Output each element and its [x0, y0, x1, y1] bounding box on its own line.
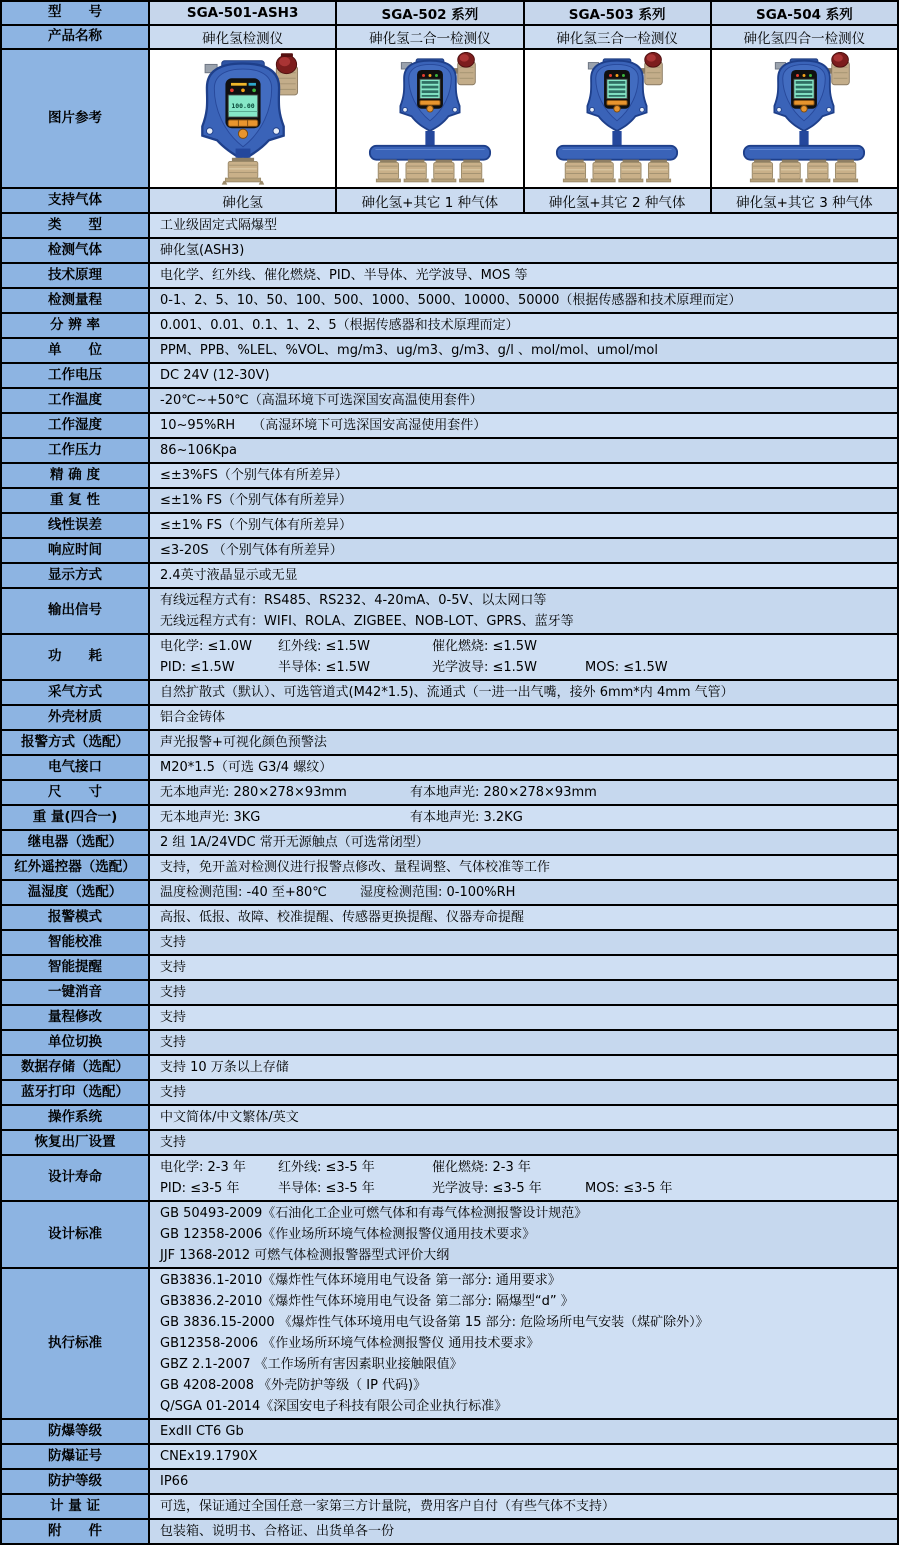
spec-row-value — [150, 756, 897, 779]
spec-row — [2, 1200, 897, 1267]
spec-row — [2, 754, 897, 779]
product-name: 砷化氢四合一检测仪 — [710, 26, 897, 48]
spec-row-value — [150, 489, 897, 512]
model-name: SGA-501-ASH3 — [150, 2, 335, 24]
spec-row-value — [150, 239, 897, 262]
spec-text: 无本地声光: 280×278×93mm — [160, 785, 347, 800]
spec-text: GB3836.1-2010《爆炸性气体环境用电气设备 第一部分: 通用要求》 — [160, 1273, 561, 1288]
spec-row-label: 精 确 度 — [2, 464, 150, 487]
spec-row — [2, 262, 897, 287]
spec-text: 中文简体/中文繁体/英文 — [160, 1110, 299, 1125]
spec-row-value — [150, 931, 897, 954]
spec-text: GBZ 2.1-2007 《工作场所有害因素职业接触限值》 — [160, 1357, 463, 1372]
spec-row — [2, 462, 897, 487]
spec-row — [2, 1493, 897, 1518]
spec-text: 电化学: ≤1.0W — [160, 639, 252, 654]
spec-text: 无本地声光: 3KG — [160, 810, 261, 825]
spec-row — [2, 1129, 897, 1154]
supported-gas: 砷化氢+其它 3 种气体 — [710, 189, 897, 212]
spec-row — [2, 362, 897, 387]
spec-text: 电化学: 2-3 年 — [160, 1160, 246, 1175]
supported-gas: 砷化氢 — [150, 189, 335, 212]
spec-row — [2, 562, 897, 587]
spec-text: DC 24V (12-30V) — [160, 368, 270, 383]
spec-row-value — [150, 539, 897, 562]
supported-gas: 砷化氢+其它 2 种气体 — [523, 189, 710, 212]
spec-row-label: 外壳材质 — [2, 706, 150, 729]
product-image-multi-cell — [523, 50, 710, 187]
spec-text: 支持 — [160, 1135, 187, 1150]
spec-row — [2, 779, 897, 804]
model-name: SGA-503 系列 — [523, 2, 710, 24]
spec-text: 有线远程方式有：RS485、RS232、4-20mA、0-5V、以太网口等 — [160, 593, 547, 608]
spec-row-label: 电气接口 — [2, 756, 150, 779]
supported-gas: 砷化氢+其它 1 种气体 — [335, 189, 522, 212]
spec-row — [2, 387, 897, 412]
spec-text: 催化燃烧: ≤1.5W — [432, 639, 537, 654]
model-name: SGA-502 系列 — [335, 2, 522, 24]
spec-text: CNEx19.1790X — [160, 1449, 258, 1464]
product-name: 砷化氢三合一检测仪 — [523, 26, 710, 48]
spec-row-value — [150, 1056, 897, 1079]
spec-row-label: 报警方式（选配） — [2, 731, 150, 754]
spec-row-label: 温湿度（选配） — [2, 881, 150, 904]
spec-row — [2, 1154, 897, 1200]
spec-text: MOS: ≤3-5 年 — [585, 1181, 673, 1196]
spec-text: MOS: ≤1.5W — [585, 660, 668, 675]
spec-row-value — [150, 1420, 897, 1443]
product-name: 砷化氢检测仪 — [150, 26, 335, 48]
spec-row-label: 功 耗 — [2, 635, 150, 679]
spec-row — [2, 537, 897, 562]
spec-row-value — [150, 731, 897, 754]
spec-row — [2, 879, 897, 904]
spec-row-value — [150, 1520, 897, 1543]
spec-text: PID: ≤3-5 年 — [160, 1181, 240, 1196]
spec-text: 湿度检测范围: 0-100%RH — [360, 885, 516, 900]
spec-row-label: 计 量 证 — [2, 1495, 150, 1518]
spec-row-value — [150, 856, 897, 879]
spec-row-value — [150, 514, 897, 537]
spec-row-label: 智能提醒 — [2, 956, 150, 979]
spec-row — [2, 679, 897, 704]
spec-text: 红外线: ≤3-5 年 — [278, 1160, 375, 1175]
spec-text: PID: ≤1.5W — [160, 660, 235, 675]
spec-row-label: 单位切换 — [2, 1031, 150, 1054]
spec-text: 光学波导: ≤3-5 年 — [432, 1181, 542, 1196]
spec-row-value — [150, 981, 897, 1004]
spec-row — [2, 854, 897, 879]
spec-row-label: 附 件 — [2, 1520, 150, 1543]
spec-row — [2, 437, 897, 462]
spec-row-value — [150, 214, 897, 237]
spec-text: M20*1.5（可选 G3/4 螺纹） — [160, 760, 333, 775]
spec-text: GB 4208-2008 《外壳防护等级（ IP 代码)》 — [160, 1378, 427, 1393]
spec-row-label: 防爆证号 — [2, 1445, 150, 1468]
spec-row — [2, 1443, 897, 1468]
spec-row-value — [150, 635, 897, 679]
spec-row-label: 工作湿度 — [2, 414, 150, 437]
spec-row-value — [150, 1269, 897, 1418]
spec-row — [2, 1267, 897, 1418]
spec-row — [2, 212, 897, 237]
multi-detector-image-icon — [531, 52, 703, 185]
spec-text: IP66 — [160, 1474, 189, 1489]
spec-text: 包装箱、说明书、合格证、出货单各一份 — [160, 1524, 395, 1539]
spec-text: 声光报警+可视化颜色预警法 — [160, 735, 327, 750]
spec-row-label: 技术原理 — [2, 264, 150, 287]
spec-row-value — [150, 464, 897, 487]
spec-row-label: 设计寿命 — [2, 1156, 150, 1200]
spec-text: 10~95%RH （高湿环境下可选深国安高湿使用套件） — [160, 418, 487, 433]
spec-row-label: 响应时间 — [2, 539, 150, 562]
spec-text: GB12358-2006 《作业场所环境气体检测报警仪 通用技术要求》 — [160, 1336, 540, 1351]
lcd-reading: 100.00 — [230, 101, 255, 110]
single-detector-image-icon — [157, 52, 329, 185]
spec-text: 0-1、2、5、10、50、100、500、1000、5000、10000、50000（根据传感器和技术原理而定） — [160, 293, 742, 308]
spec-row — [2, 633, 897, 679]
spec-row — [2, 804, 897, 829]
multi-detector-image-icon — [344, 52, 516, 185]
spec-row-label: 量程修改 — [2, 1006, 150, 1029]
spec-row-value — [150, 881, 897, 904]
model-row — [2, 2, 897, 24]
spec-text: 温度检测范围: -40 至+80℃ — [160, 885, 327, 900]
spec-row — [2, 729, 897, 754]
spec-row-label: 设计标准 — [2, 1202, 150, 1267]
spec-row-label: 防护等级 — [2, 1470, 150, 1493]
spec-text: 2.4英寸液晶显示或无显 — [160, 568, 298, 583]
spec-row-value — [150, 1006, 897, 1029]
spec-row — [2, 704, 897, 729]
spec-text: PPM、PPB、%LEL、%VOL、mg/m3、ug/m3、g/m3、g/l 、mol/mol、umol/mol — [160, 343, 658, 358]
spec-row-label: 操作系统 — [2, 1106, 150, 1129]
spec-text: 砷化氢(ASH3) — [160, 243, 245, 258]
spec-text: 支持 — [160, 935, 187, 950]
spec-row-value — [150, 389, 897, 412]
spec-text: 无线远程方式有：WIFI、ROLA、ZIGBEE、NOB-LOT、GPRS、蓝牙等 — [160, 614, 574, 629]
spec-row-label: 智能校准 — [2, 931, 150, 954]
spec-row — [2, 412, 897, 437]
spec-row-label: 分 辨 率 — [2, 314, 150, 337]
spec-row — [2, 1518, 897, 1543]
spec-text: 支持 10 万条以上存储 — [160, 1060, 289, 1075]
sensor-heads — [563, 160, 670, 182]
spec-text: 电化学、红外线、催化燃烧、PID、半导体、光学波导、MOS 等 — [160, 268, 528, 283]
spec-text: 铝合金铸体 — [160, 710, 226, 725]
spec-text: 支持 — [160, 1085, 187, 1100]
spec-text: 支持 — [160, 1010, 187, 1025]
spec-text: 催化燃烧: 2-3 年 — [432, 1160, 531, 1175]
spec-row-label: 检测量程 — [2, 289, 150, 312]
model-row-label: 型 号 — [2, 2, 150, 24]
spec-row-label: 输出信号 — [2, 589, 150, 633]
gas-row-label: 支持气体 — [2, 189, 150, 212]
spec-text: 高报、低报、故障、校准提醒、传感器更换提醒、仪器寿命提醒 — [160, 910, 525, 925]
spec-row — [2, 337, 897, 362]
spec-row — [2, 587, 897, 633]
spec-text: ExdII CT6 Gb — [160, 1424, 244, 1439]
spec-text: 光学波导: ≤1.5W — [432, 660, 537, 675]
spec-row-label: 类 型 — [2, 214, 150, 237]
product-name-row — [2, 24, 897, 48]
spec-text: 支持 — [160, 985, 187, 1000]
spec-row-value — [150, 906, 897, 929]
spec-text: JJF 1368-2012 可燃气体检测报警器型式评价大纲 — [160, 1248, 450, 1263]
spec-row — [2, 979, 897, 1004]
spec-row-value — [150, 314, 897, 337]
spec-row-value — [150, 1081, 897, 1104]
image-row — [2, 48, 897, 187]
spec-row — [2, 1029, 897, 1054]
spec-row — [2, 1468, 897, 1493]
spec-row-value — [150, 289, 897, 312]
spec-row — [2, 1054, 897, 1079]
spec-row — [2, 1079, 897, 1104]
spec-row-label: 采气方式 — [2, 681, 150, 704]
spec-row-label: 一键消音 — [2, 981, 150, 1004]
spec-row-value — [150, 339, 897, 362]
spec-row-label: 重 量(四合一) — [2, 806, 150, 829]
image-row-label: 图片参考 — [2, 50, 150, 187]
spec-row — [2, 929, 897, 954]
spec-row — [2, 904, 897, 929]
spec-text: -20℃~+50℃（高温环境下可选深国安高温使用套件） — [160, 393, 483, 408]
spec-text: 支持，免开盖对检测仪进行报警点修改、量程调整、气体校准等工作 — [160, 860, 551, 875]
sensor-heads — [376, 160, 483, 182]
spec-text: 2 组 1A/24VDC 常开无源触点（可选常闭型） — [160, 835, 429, 850]
spec-row-value — [150, 564, 897, 587]
spec-row-value — [150, 414, 897, 437]
spec-text: 红外线: ≤1.5W — [278, 639, 370, 654]
supported-gas-row — [2, 187, 897, 212]
product-cells — [150, 26, 897, 48]
spec-text: 86~106Kpa — [160, 443, 237, 458]
model-cells — [150, 2, 897, 24]
gas-cells — [150, 189, 897, 212]
product-row-label: 产品名称 — [2, 26, 150, 48]
spec-text: 支持 — [160, 960, 187, 975]
spec-row-label: 检测气体 — [2, 239, 150, 262]
spec-row-value — [150, 364, 897, 387]
spec-row — [2, 287, 897, 312]
spec-row-label: 继电器（选配） — [2, 831, 150, 854]
spec-row — [2, 1004, 897, 1029]
product-image-multi-cell — [335, 50, 522, 187]
spec-row-label: 显示方式 — [2, 564, 150, 587]
spec-row-label: 工作电压 — [2, 364, 150, 387]
product-name: 砷化氢二合一检测仪 — [335, 26, 522, 48]
spec-row — [2, 512, 897, 537]
spec-row-value — [150, 681, 897, 704]
spec-row-label: 尺 寸 — [2, 781, 150, 804]
spec-text: ≤±1% FS（个别气体有所差异） — [160, 518, 353, 533]
spec-row-value — [150, 1495, 897, 1518]
spec-row-label: 工作温度 — [2, 389, 150, 412]
product-image-single-cell — [150, 50, 335, 187]
spec-text: ≤±3%FS（个别气体有所差异） — [160, 468, 348, 483]
spec-row-value — [150, 439, 897, 462]
spec-row-value — [150, 1470, 897, 1493]
spec-row-label: 执行标准 — [2, 1269, 150, 1418]
spec-text: 工业级固定式隔爆型 — [160, 218, 278, 233]
spec-text: ≤3-20S （个别气体有所差异） — [160, 543, 343, 558]
spec-text: 有本地声光: 280×278×93mm — [410, 785, 597, 800]
spec-text: 0.001、0.01、0.1、1、2、5（根据传感器和技术原理而定） — [160, 318, 519, 333]
spec-row-value — [150, 956, 897, 979]
spec-row-value — [150, 1445, 897, 1468]
image-cells — [150, 50, 897, 187]
spec-text: 有本地声光: 3.2KG — [410, 810, 523, 825]
spec-row — [2, 237, 897, 262]
spec-row-value — [150, 1131, 897, 1154]
spec-row-label: 蓝牙打印（选配） — [2, 1081, 150, 1104]
spec-row-value — [150, 1202, 897, 1267]
product-image-multi-cell — [710, 50, 897, 187]
spec-row-value — [150, 589, 897, 633]
spec-row-label: 防爆等级 — [2, 1420, 150, 1443]
spec-row-label: 数据存储（选配） — [2, 1056, 150, 1079]
spec-row-value — [150, 1156, 897, 1200]
spec-row-value — [150, 264, 897, 287]
spec-text: 可选，保证通过全国任意一家第三方计量院，费用客户自付（有些气体不支持） — [160, 1499, 616, 1514]
spec-row-value — [150, 1106, 897, 1129]
spec-text: 支持 — [160, 1035, 187, 1050]
spec-text: 半导体: ≤3-5 年 — [278, 1181, 375, 1196]
spec-row — [2, 487, 897, 512]
spec-row — [2, 312, 897, 337]
spec-text: Q/SGA 01-2014《深国安电子科技有限公司企业执行标准》 — [160, 1399, 508, 1414]
spec-text: 自然扩散式（默认）、可选管道式(M42*1.5)、流通式（一进一出气嘴，接外 6mm*内 4mm 气管） — [160, 685, 734, 700]
spec-row-label: 报警模式 — [2, 906, 150, 929]
spec-row — [2, 1418, 897, 1443]
spec-row — [2, 954, 897, 979]
spec-row-label: 重 复 性 — [2, 489, 150, 512]
spec-row — [2, 829, 897, 854]
model-name: SGA-504 系列 — [710, 2, 897, 24]
spec-text: GB3836.2-2010《爆炸性气体环境用电气设备 第二部分: 隔爆型“d” 》 — [160, 1294, 574, 1309]
spec-text: ≤±1% FS（个别气体有所差异） — [160, 493, 353, 508]
spec-text: 半导体: ≤1.5W — [278, 660, 370, 675]
spec-row-label: 工作压力 — [2, 439, 150, 462]
spec-row-label: 线性误差 — [2, 514, 150, 537]
spec-row-value — [150, 1031, 897, 1054]
spec-row-label: 单 位 — [2, 339, 150, 362]
spec-text: GB 3836.15-2000 《爆炸性气体环境用电气设备第 15 部分: 危险场所电气安装（煤矿除外）》 — [160, 1315, 709, 1330]
spec-row-value — [150, 831, 897, 854]
spec-row-value — [150, 806, 897, 829]
spec-row-label: 红外遥控器（选配） — [2, 856, 150, 879]
multi-detector-image-icon — [718, 52, 890, 185]
spec-text: GB 50493-2009《石油化工企业可燃气体和有毒气体检测报警设计规范》 — [160, 1206, 588, 1221]
spec-row-label: 恢复出厂设置 — [2, 1131, 150, 1154]
spec-text: GB 12358-2006《作业场所环境气体检测报警仪通用技术要求》 — [160, 1227, 536, 1242]
spec-row-value — [150, 781, 897, 804]
spec-row-value — [150, 706, 897, 729]
sensor-heads — [751, 160, 858, 182]
spec-row — [2, 1104, 897, 1129]
